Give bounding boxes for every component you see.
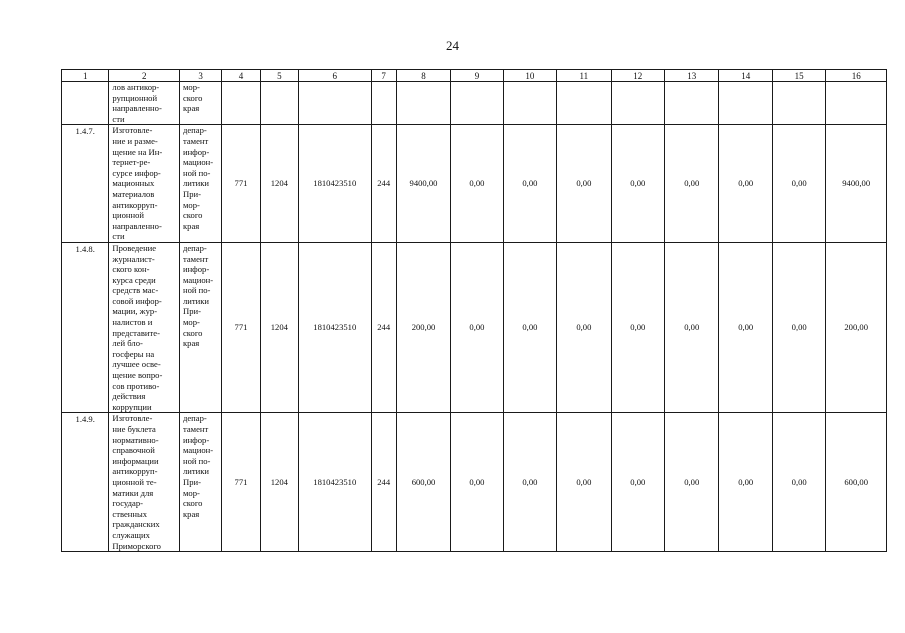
column-header: 8 — [396, 70, 450, 82]
column-header: 2 — [109, 70, 180, 82]
cell-section: 1204 — [260, 125, 298, 243]
cell-amount: 0,00 — [611, 413, 664, 552]
item-description: Изготовле- ние буклета нормативно- справочной информации антикорруп- ционной те- матики для государ- ственных гражданских служащих Приморского — [109, 413, 180, 552]
cell-amount — [665, 82, 719, 125]
cell-expense-type: 244 — [371, 242, 396, 413]
cell-amount: 0,00 — [719, 413, 772, 552]
column-header: 5 — [260, 70, 298, 82]
cell-amount: 0,00 — [719, 242, 772, 413]
column-header: 12 — [611, 70, 664, 82]
cell-amount: 0,00 — [611, 242, 664, 413]
cell-amount: 0,00 — [772, 413, 825, 552]
cell-amount: 0,00 — [665, 413, 719, 552]
cell-amount — [611, 82, 664, 125]
cell-amount — [396, 82, 450, 125]
column-header: 3 — [179, 70, 221, 82]
cell-amount: 0,00 — [611, 125, 664, 243]
cell-amount — [451, 82, 503, 125]
column-header: 6 — [298, 70, 371, 82]
cell-total — [826, 82, 887, 125]
column-header: 15 — [772, 70, 825, 82]
column-header: 9 — [451, 70, 503, 82]
table-row — [62, 242, 887, 413]
cell-amount: 0,00 — [503, 413, 556, 552]
column-header: 13 — [665, 70, 719, 82]
cell-target-article: 1810423510 — [298, 125, 371, 243]
cell-grbs: 771 — [222, 242, 260, 413]
item-number — [62, 82, 109, 125]
item-executor: депар- тамент инфор- мацион- ной по- литики При- мор- ского края — [179, 413, 221, 552]
cell-amount: 0,00 — [772, 242, 825, 413]
column-header: 11 — [557, 70, 611, 82]
cell-grbs: 771 — [222, 413, 260, 552]
cell-amount: 0,00 — [719, 125, 772, 243]
cell-target-article — [298, 82, 371, 125]
item-executor: мор- ского края — [179, 82, 221, 125]
column-header: 14 — [719, 70, 772, 82]
item-executor: депар- тамент инфор- мацион- ной по- литики При- мор- ского края — [179, 242, 221, 413]
table-row — [62, 125, 887, 243]
cell-grbs — [222, 82, 260, 125]
cell-grbs: 771 — [222, 125, 260, 243]
table-row — [62, 413, 887, 552]
cell-amount — [772, 82, 825, 125]
column-header: 7 — [371, 70, 396, 82]
item-number: 1.4.9. — [62, 413, 109, 552]
cell-target-article: 1810423510 — [298, 242, 371, 413]
header-row — [62, 70, 887, 82]
cell-amount — [503, 82, 556, 125]
item-description: лов антикор- рупционной направленно- сти — [109, 82, 180, 125]
cell-expense-type — [371, 82, 396, 125]
cell-expense-type: 244 — [371, 413, 396, 552]
item-description: Изготовле- ние и разме- щение на Ин- тернет-ре- сурсе инфор- мационных материалов антикорруп- ционной направленно- сти — [109, 125, 180, 243]
item-description: Проведение журналист- ского кон- курса среди средств мас- совой инфор- мации, жур- налистов и представите- лей бло- госферы на лучшее осве- щение вопро- сов противо- действия коррупции — [109, 242, 180, 413]
cell-section — [260, 82, 298, 125]
cell-amount: 0,00 — [772, 125, 825, 243]
cell-amount: 0,00 — [557, 125, 611, 243]
column-header: 1 — [62, 70, 109, 82]
table-row — [62, 82, 887, 125]
cell-amount: 0,00 — [503, 125, 556, 243]
column-header: 4 — [222, 70, 260, 82]
cell-amount — [719, 82, 772, 125]
cell-amount: 0,00 — [503, 242, 556, 413]
column-header: 16 — [826, 70, 887, 82]
cell-section: 1204 — [260, 413, 298, 552]
cell-total: 600,00 — [826, 413, 887, 552]
cell-expense-type: 244 — [371, 125, 396, 243]
cell-amount: 600,00 — [396, 413, 450, 552]
cell-amount: 9400,00 — [396, 125, 450, 243]
cell-amount: 0,00 — [665, 242, 719, 413]
budget-table — [61, 69, 887, 552]
cell-amount: 200,00 — [396, 242, 450, 413]
cell-total: 9400,00 — [826, 125, 887, 243]
cell-amount: 0,00 — [665, 125, 719, 243]
cell-total: 200,00 — [826, 242, 887, 413]
item-number: 1.4.8. — [62, 242, 109, 413]
item-executor: депар- тамент инфор- мацион- ной по- литики При- мор- ского края — [179, 125, 221, 243]
column-header: 10 — [503, 70, 556, 82]
page-number: 24 — [446, 38, 459, 53]
cell-section: 1204 — [260, 242, 298, 413]
cell-amount: 0,00 — [557, 413, 611, 552]
cell-target-article: 1810423510 — [298, 413, 371, 552]
cell-amount — [557, 82, 611, 125]
item-number: 1.4.7. — [62, 125, 109, 243]
cell-amount: 0,00 — [557, 242, 611, 413]
cell-amount: 0,00 — [451, 125, 503, 243]
cell-amount: 0,00 — [451, 413, 503, 552]
cell-amount: 0,00 — [451, 242, 503, 413]
